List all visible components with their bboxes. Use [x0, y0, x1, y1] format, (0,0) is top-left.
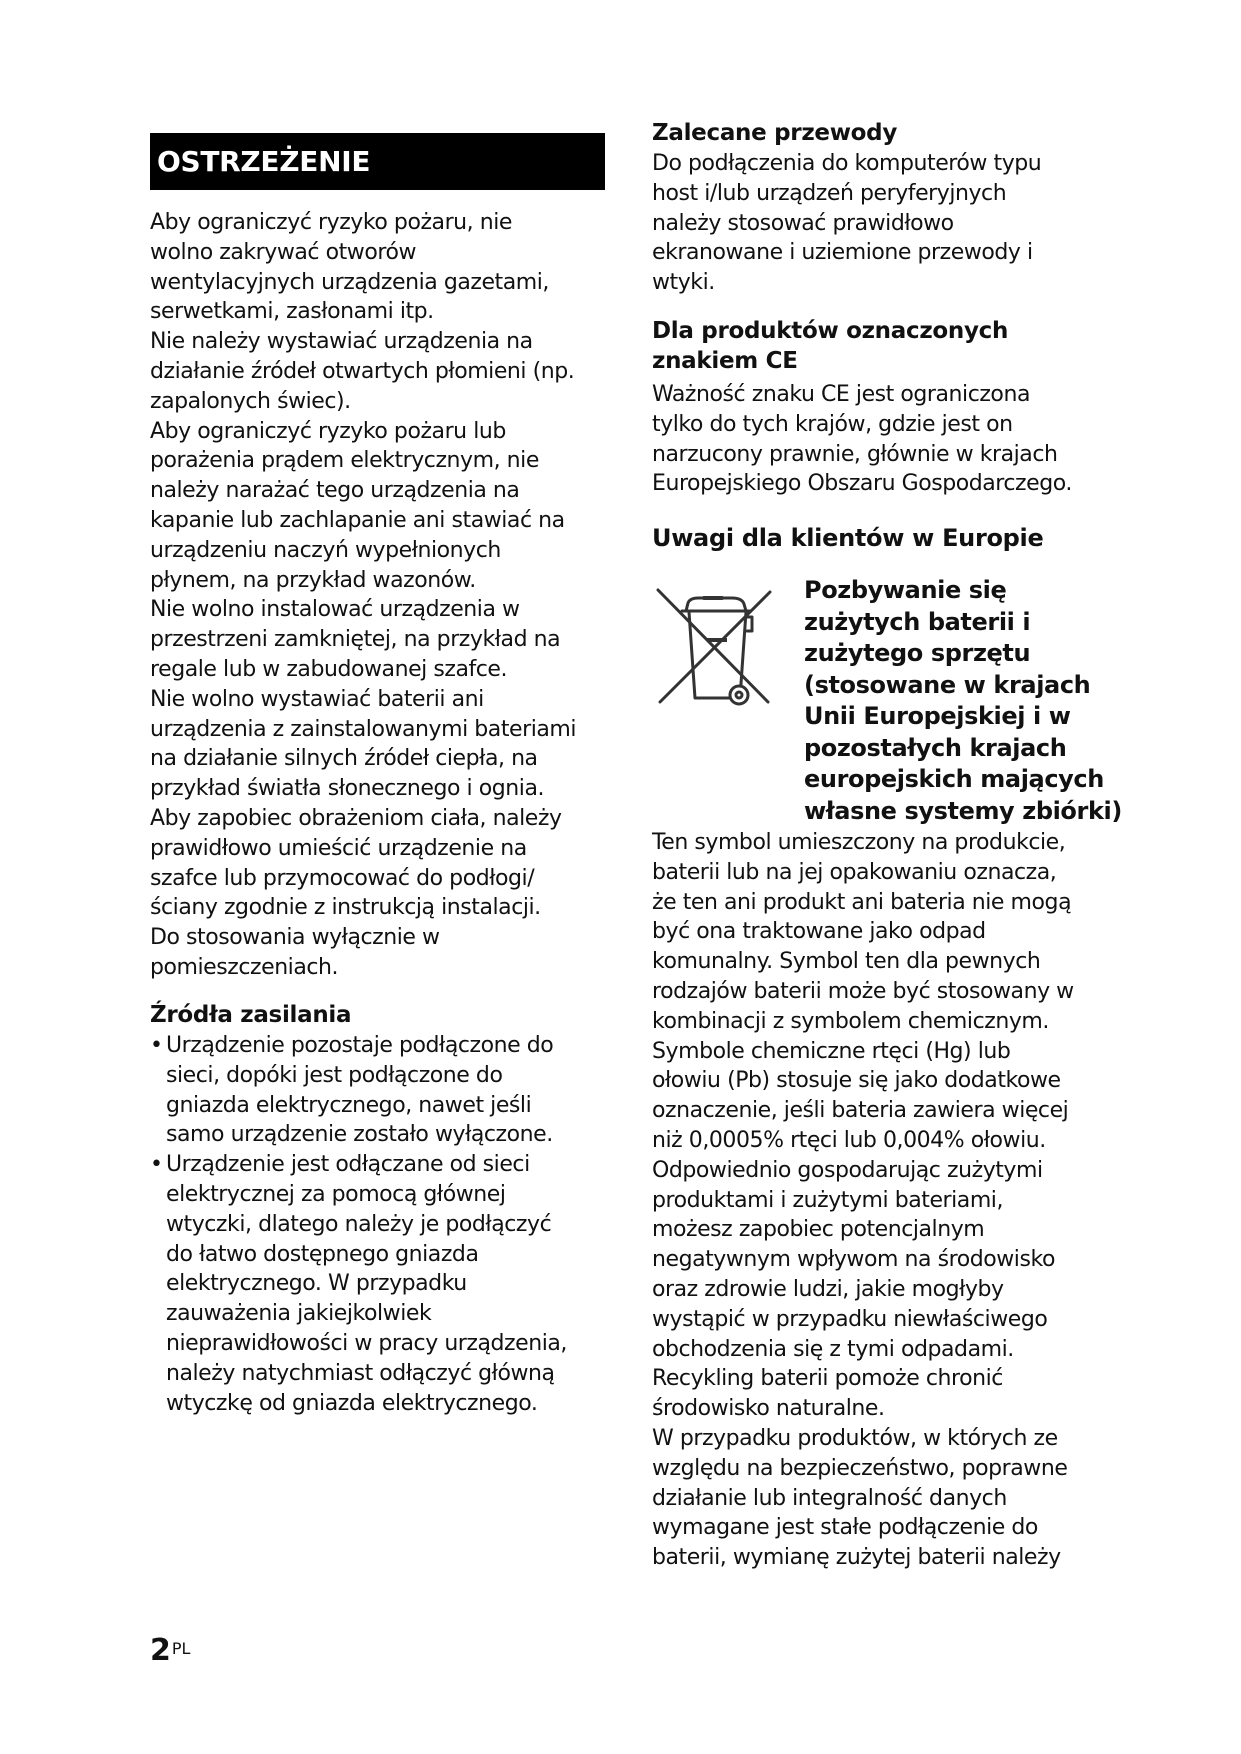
text-line: W przypadku produktów, w których ze [652, 1425, 1058, 1451]
text-line: wystąpić w przypadku niewłaściwego [652, 1306, 1048, 1332]
text-line: produktami i zużytymi bateriami, [652, 1187, 1004, 1213]
text-line: wtyczki, dlatego należy je podłączyć [166, 1211, 552, 1237]
bullet-icon: • [150, 1152, 163, 1178]
list-item [150, 1031, 567, 1150]
text-line: szafce lub przymocować do podłogi/ [150, 865, 535, 891]
text-line: Do stosowania wyłącznie w [150, 925, 440, 951]
heading-text: pozostałych krajach [804, 733, 1067, 762]
text-line: prawidłowo umieścić urządzenie na [150, 835, 527, 861]
text-line: względu na bezpieczeństwo, poprawne [652, 1455, 1068, 1481]
text-line: narzucony prawnie, głównie w krajach [652, 441, 1058, 467]
recommended-cables-heading [652, 118, 897, 148]
europe-customers-heading [652, 523, 1043, 553]
text-line: Ważność znaku CE jest ograniczona [652, 382, 1030, 407]
text-line: Symbole chemiczne rtęci (Hg) lub [652, 1038, 1011, 1064]
heading-text: zużytego sprzętu [804, 639, 1031, 667]
heading-text: Uwagi dla klientów w Europie [652, 524, 1044, 552]
text-line: samo urządzenie zostało wyłączone. [166, 1122, 553, 1148]
text-line: że ten ani produkt ani bateria nie mogą [652, 889, 1072, 915]
text-line: elektrycznej za pomocą głównej [166, 1181, 506, 1207]
text-line: oraz zdrowie ludzi, jakie mogłyby [652, 1276, 1004, 1302]
text-line: możesz zapobiec potencjalnym [652, 1217, 985, 1243]
text-line: Nie należy wystawiać urządzenia na [150, 329, 533, 355]
heading-text: Źródła zasilania [150, 1002, 352, 1028]
text-line: wtyki. [652, 270, 715, 296]
recommended-cables-paragraph [652, 149, 1041, 298]
text-line: wolno zakrywać otworów [150, 239, 417, 265]
text-line: regale lub w zabudowanej szafce. [150, 656, 508, 682]
text-line: płynem, na przykład wazonów. [150, 567, 476, 593]
crossed-out-wheelie-bin-icon [652, 584, 776, 712]
text-line: wtyczkę od gniazda elektrycznego. [166, 1390, 538, 1416]
ce-marking-heading [652, 316, 1008, 376]
text-line: być ona traktowane jako odpad [652, 919, 986, 945]
heading-text: Zalecane przewody [652, 120, 898, 146]
text-line: na działanie silnych źródeł ciepła, na [150, 746, 538, 772]
language-code: PL [171, 1639, 191, 1658]
text-line: ekranowane i uziemione przewody i [652, 240, 1033, 266]
power-sources-heading [150, 1000, 351, 1030]
text-line: Ten symbol umieszczony na produkcie, [652, 830, 1066, 855]
text-line: Aby zapobiec obrażeniom ciała, należy [150, 805, 562, 831]
page-number [150, 1633, 191, 1668]
text-line: zauważenia jakiejkolwiek [166, 1301, 432, 1327]
text-line: niż 0,0005% rtęci lub 0,004% ołowiu. [652, 1127, 1046, 1153]
text-line: kombinacji z symbolem chemicznym. [652, 1008, 1049, 1034]
page-number-value: 2 [150, 1633, 171, 1668]
text-line: obchodzenia się z tymi odpadami. [652, 1336, 1014, 1362]
ce-marking-paragraph [652, 380, 1072, 499]
text-line: Aby ograniczyć ryzyko pożaru, nie [150, 210, 512, 235]
text-line: Aby ograniczyć ryzyko pożaru lub [150, 418, 506, 444]
text-line: pomieszczeniach. [150, 954, 339, 980]
weee-paragraph [652, 828, 1074, 1573]
text-line: Urządzenie pozostaje podłączone do [166, 1033, 554, 1058]
text-line: host i/lub urządzeń peryferyjnych [652, 180, 1007, 206]
text-line: należy stosować prawidłowo [652, 210, 954, 236]
text-line: sieci, dopóki jest podłączone do [166, 1062, 503, 1088]
power-sources-list [150, 1031, 567, 1418]
text-line: baterii lub na jej opakowaniu oznacza, [652, 859, 1057, 885]
text-line: zapalonych świec). [150, 388, 351, 414]
text-line: kapanie lub zachlapanie ani stawiać na [150, 507, 565, 533]
heading-text: Pozbywanie się [804, 576, 1007, 604]
text-line: Europejskiego Obszaru Gospodarczego. [652, 471, 1072, 497]
heading-text: znakiem CE [652, 348, 798, 374]
heading-text: własne systemy zbiórki) [804, 796, 1122, 825]
text-line: Nie wolno wystawiać baterii ani [150, 686, 484, 712]
text-line: ołowiu (Pb) stosuje się jako dodatkowe [652, 1068, 1061, 1094]
text-line: komunalny. Symbol ten dla pewnych [652, 949, 1041, 975]
text-line: rodzajów baterii może być stosowany w [652, 978, 1074, 1004]
text-line: Odpowiednio gospodarując zużytymi [652, 1157, 1043, 1183]
text-line: Urządzenie jest odłączane od sieci [166, 1152, 530, 1178]
heading-text: Unii Europejskiej i w [804, 702, 1071, 730]
warning-banner-title: OSTRZEŻENIE [157, 145, 371, 178]
text-line: działanie lub integralność danych [652, 1485, 1007, 1511]
text-line: należy narażać tego urządzenia na [150, 478, 520, 504]
text-line: przestrzeni zamkniętej, na przykład na [150, 627, 561, 653]
heading-text: (stosowane w krajach [804, 670, 1091, 699]
text-line: serwetkami, zasłonami itp. [150, 299, 434, 325]
text-line: baterii, wymianę zużytej baterii należy [652, 1545, 1061, 1571]
text-line: Recykling baterii pomoże chronić [652, 1366, 1003, 1392]
text-line: należy natychmiast odłączyć główną [166, 1360, 555, 1386]
text-line: przykład światła słonecznego i ognia. [150, 776, 545, 802]
text-line: Nie wolno instalować urządzenia w [150, 597, 520, 623]
text-line: nieprawidłowości w pracy urządzenia, [166, 1330, 567, 1356]
heading-text: zużytych baterii i [804, 607, 1031, 636]
text-line: urządzeniu naczyń wypełnionych [150, 537, 501, 563]
text-line: wymagane jest stałe podłączenie do [652, 1515, 1038, 1541]
list-item [150, 1150, 567, 1418]
warning-banner [150, 133, 605, 190]
heading-text: Dla produktów oznaczonych [652, 318, 1009, 344]
heading-text: europejskich mających [804, 765, 1104, 793]
text-line: urządzenia z zainstalowanymi bateriami [150, 716, 577, 742]
text-line: elektrycznego. W przypadku [166, 1271, 467, 1297]
text-line: działanie źródeł otwartych płomieni (np. [150, 358, 575, 384]
text-line: negatywnym wpływom na środowisko [652, 1247, 1055, 1273]
text-line: środowisko naturalne. [652, 1396, 885, 1422]
text-line: gniazda elektrycznego, nawet jeśli [166, 1092, 532, 1118]
text-line: do łatwo dostępnego gniazda [166, 1241, 479, 1267]
text-line: tylko do tych krajów, gdzie jest on [652, 411, 1013, 437]
text-line: Do podłączenia do komputerów typu [652, 151, 1042, 176]
warning-paragraph [150, 208, 576, 983]
weee-disposal-heading [804, 575, 1122, 827]
bullet-icon: • [150, 1033, 163, 1058]
text-line: wentylacyjnych urządzenia gazetami, [150, 269, 549, 295]
text-line: oznaczenie, jeśli bateria zawiera więcej [652, 1098, 1069, 1124]
text-line: ściany zgodnie z instrukcją instalacji. [150, 895, 541, 921]
text-line: porażenia prądem elektrycznym, nie [150, 448, 539, 474]
